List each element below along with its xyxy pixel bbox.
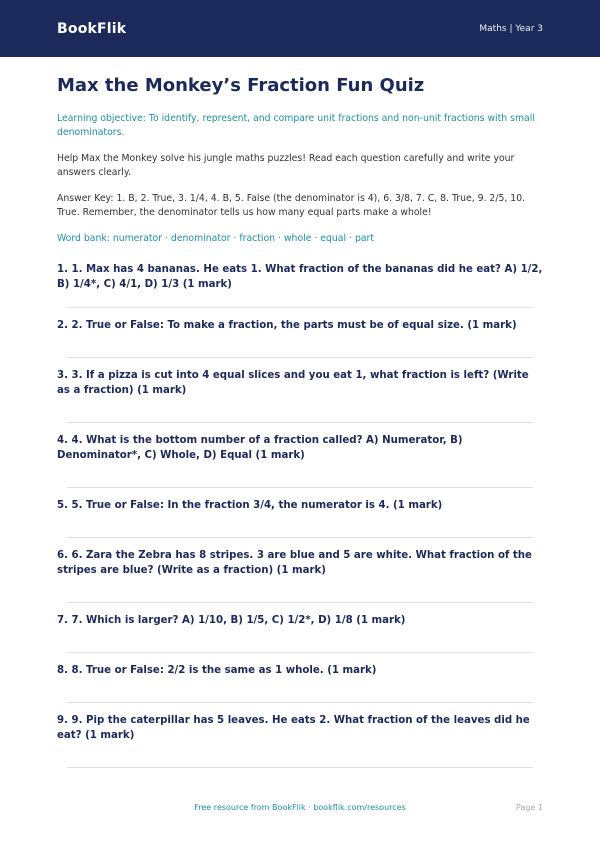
answer-line[interactable] [67, 652, 533, 653]
word-bank: Word bank: numerator · denominator · fraction · whole · equal · part [57, 233, 375, 244]
answer-line[interactable] [67, 767, 533, 768]
question-text: 6. 6. Zara the Zebra has 8 stripes. 3 are blue and 5 are white. What fraction of the stripes are blue? (Write as a fraction) (1 mark) [57, 550, 532, 576]
answer-line[interactable] [67, 537, 533, 538]
intro-text: Help Max the Monkey solve his jungle maths puzzles! Read each question carefully and write your answers clearly. [57, 153, 515, 178]
question-text: 3. 3. If a pizza is cut into 4 equal slices and you eat 1, what fraction is left? (Write as a fraction) (1 mark) [57, 370, 529, 396]
page-number: Page 1 [516, 803, 543, 812]
question-text: 9. 9. Pip the caterpillar has 5 leaves. He eats 2. What fraction of the leaves did he eat? (1 mark) [57, 715, 530, 741]
question-block [57, 262, 543, 307]
question-block [57, 548, 543, 602]
page-header [0, 0, 600, 57]
question-text: 8. 8. True or False: 2/2 is the same as 1 whole. (1 mark) [57, 665, 377, 676]
answer-line[interactable] [67, 422, 533, 423]
answer-line[interactable] [67, 487, 533, 488]
question-text: 7. 7. Which is larger? A) 1/10, B) 1/5, C) 1/2*, D) 1/8 (1 mark) [57, 615, 406, 626]
question-text: 5. 5. True or False: In the fraction 3/4, the numerator is 4. (1 mark) [57, 500, 443, 511]
question-block [57, 713, 543, 767]
question-block [57, 498, 543, 537]
question-block [57, 368, 543, 422]
answer-line[interactable] [67, 702, 533, 703]
learning-objective: Learning objective: To identify, represent, and compare unit fractions and non-unit fractions with small denominators. [57, 113, 535, 138]
question-text: 2. 2. True or False: To make a fraction, the parts must be of equal size. (1 mark) [57, 320, 517, 331]
question-text: 4. 4. What is the bottom number of a fraction called? A) Numerator, B) Denominator*, C) Whole, D) Equal (1 mark) [57, 435, 463, 461]
question-block [57, 318, 543, 357]
page-title: Max the Monkey’s Fraction Fun Quiz [57, 75, 425, 96]
question-text: 1. 1. Max has 4 bananas. He eats 1. What fraction of the bananas did he eat? A) 1/2, B) 1/4*, C) 4/1, D) 1/3 (1 mark) [57, 264, 543, 290]
answer-line[interactable] [67, 602, 533, 603]
subject-year-label: Maths | Year 3 [479, 23, 543, 34]
brand-logo[interactable]: BookFlik [57, 20, 127, 37]
question-block [57, 433, 543, 487]
question-block [57, 663, 543, 702]
footer-link[interactable]: Free resource from BookFlik · bookflik.com/resources [194, 803, 406, 812]
answer-line[interactable] [67, 357, 533, 358]
question-block [57, 613, 543, 652]
answer-key: Answer Key: 1. B, 2. True, 3. 1/4, 4. B, 5. False (the denominator is 4), 6. 3/8, 7. C, 8. True, 9. 2/5, 10. True. Remember, the denominator tells us how many equal parts make a whole! [57, 193, 526, 218]
answer-line[interactable] [67, 307, 533, 308]
worksheet-content [0, 57, 600, 768]
